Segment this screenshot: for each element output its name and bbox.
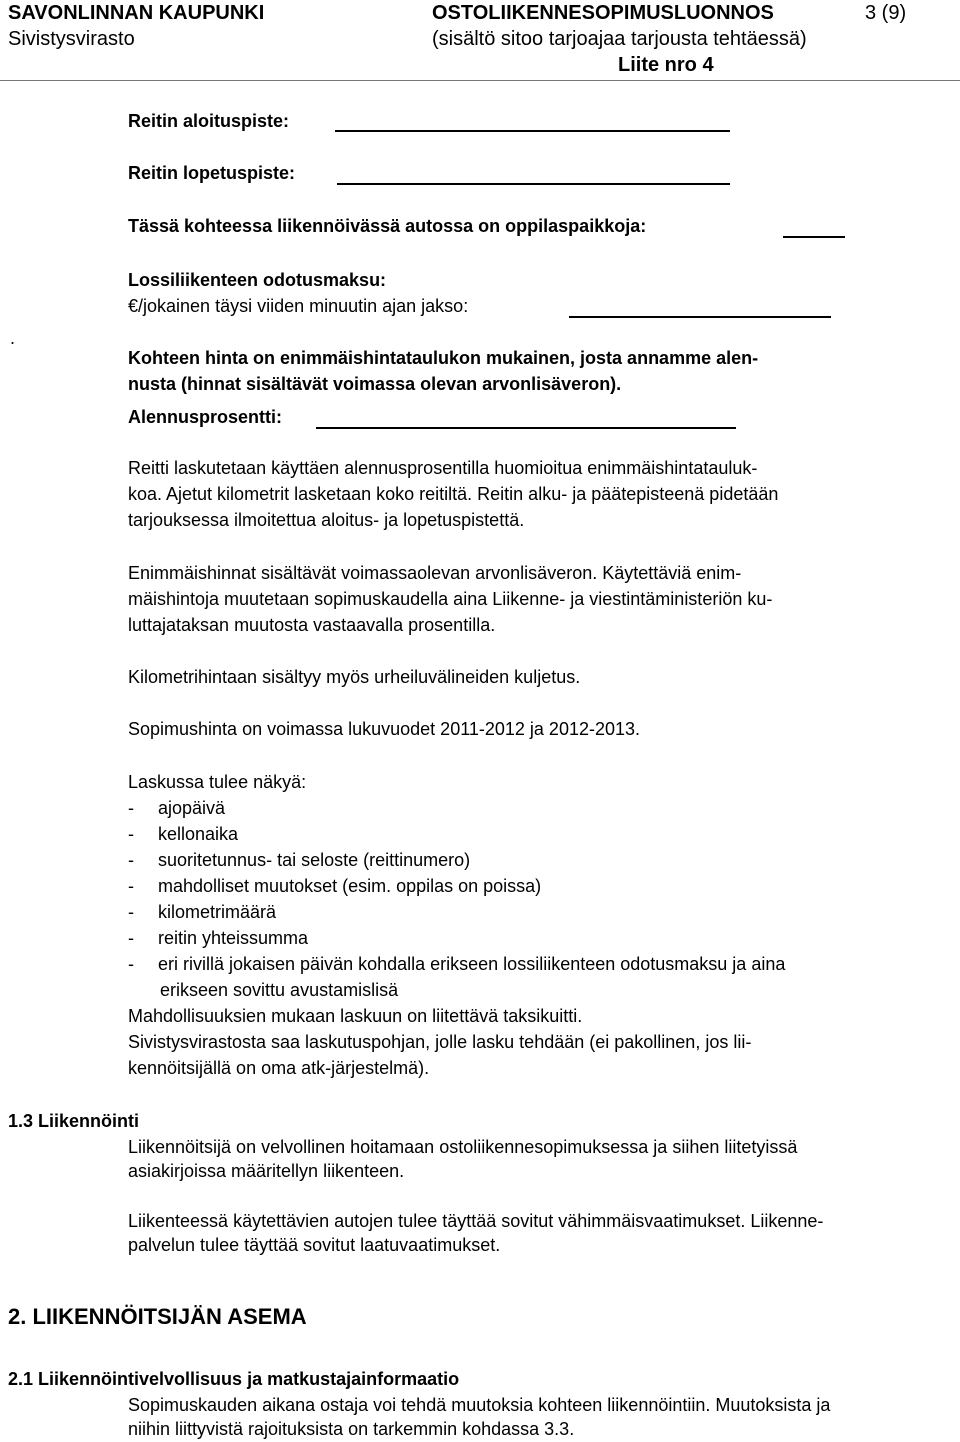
department-name: Sivistysvirasto (8, 28, 135, 50)
list-item (128, 795, 225, 821)
list-dash: - (128, 876, 134, 896)
list-item-text: reitin yhteissumma (158, 928, 309, 948)
page-number: 3 (9) (865, 2, 907, 24)
max-price-text-line2: mäishintoja muutetaan sopimuskaudella aina Liikenne- ja viestintäministeriön ku- (128, 589, 773, 609)
list-dash: - (128, 902, 134, 922)
vehicle-text-line2: palvelun tulee täyttää sovitut laatuvaatimukset. (128, 1235, 501, 1255)
seats-label: Tässä kohteessa liikennöivässä autossa on oppilaspaikkoja: (128, 216, 647, 236)
section-1-3-heading: 1.3 Liikennöinti (8, 1111, 140, 1131)
changes-text-line2: niihin liittyvistä rajoituksista on tarkemmin kohdassa 3.3. (128, 1419, 575, 1439)
stray-dot: . (10, 328, 16, 348)
contract-period-text: Sopimushinta on voimassa lukuvuodet 2011-2012 ja 2012-2013. (128, 719, 641, 739)
list-dash: - (128, 798, 134, 818)
list-item (128, 951, 785, 977)
discount-label: Alennusprosentti: (128, 407, 283, 427)
billing-text-line1: Reitti laskutetaan käyttäen alennusprosentilla huomioitua enimmäishintatauluk- (128, 458, 758, 478)
discount-field[interactable] (316, 427, 736, 429)
attachment-label: Liite nro 4 (618, 54, 714, 76)
traffic-text-line1: Liikennöitsijä on velvollinen hoitamaan ostoliikennesopimuksessa ja siihen liitetyissä (128, 1137, 798, 1157)
list-dash: - (128, 850, 134, 870)
seats-field[interactable] (783, 236, 845, 238)
org-name: SAVONLINNAN KAUPUNKI (8, 2, 265, 24)
taxi-receipt-text: Mahdollisuuksien mukaan laskuun on liitettävä taksikuitti. (128, 1006, 583, 1026)
list-dash: - (128, 954, 134, 974)
list-item-text: kellonaika (158, 824, 239, 844)
header-rule (0, 80, 960, 81)
equipment-text: Kilometrihintaan sisältyy myös urheiluvälineiden kuljetus. (128, 667, 581, 687)
list-item-text: eri rivillä jokaisen päivän kohdalla erikseen lossiliikenteen odotusmaksu ja aina (158, 954, 786, 974)
price-text-line2: nusta (hinnat sisältävät voimassa olevan arvonlisäveron). (128, 374, 622, 394)
start-point-field[interactable] (335, 130, 730, 132)
ferry-rate-label: €/jokainen täysi viiden minuutin ajan jakso: (128, 296, 469, 316)
list-item (128, 847, 470, 873)
invoice-intro: Laskussa tulee näkyä: (128, 772, 307, 792)
invoice-template-text-line1: Sivistysvirastosta saa laskutuspohjan, jolle lasku tehdään (ei pakollinen, jos lii- (128, 1032, 752, 1052)
billing-text-line3: tarjouksessa ilmoitettua aloitus- ja lopetuspistettä. (128, 510, 525, 530)
end-point-field[interactable] (337, 183, 730, 185)
list-item-text: ajopäivä (158, 798, 226, 818)
list-dash: - (128, 824, 134, 844)
list-item (128, 821, 238, 847)
list-item (128, 925, 308, 951)
invoice-template-text-line2: kennöitsijällä on oma atk-järjestelmä). (128, 1058, 430, 1078)
end-point-label: Reitin lopetuspiste: (128, 163, 296, 183)
vehicle-text-line1: Liikenteessä käytettävien autojen tulee täyttää sovitut vähimmäisvaatimukset. Liikenne- (128, 1211, 824, 1231)
price-text-line1: Kohteen hinta on enimmäishintataulukon mukainen, josta annamme alen- (128, 348, 759, 368)
list-item (128, 873, 541, 899)
start-point-label: Reitin aloituspiste: (128, 111, 290, 131)
list-dash: - (128, 928, 134, 948)
ferry-rate-field[interactable] (569, 316, 831, 318)
changes-text-line1: Sopimuskauden aikana ostaja voi tehdä muutoksia kohteen liikennöintiin. Muutoksista ja (128, 1395, 831, 1415)
traffic-text-line2: asiakirjoissa määritellyn liikenteen. (128, 1161, 405, 1181)
list-item-text: kilometrimäärä (158, 902, 277, 922)
max-price-text-line1: Enimmäishinnat sisältävät voimassaolevan arvonlisäveron. Käytettäviä enim- (128, 563, 742, 583)
section-2-1-heading: 2.1 Liikennöintivelvollisuus ja matkustajainformaatio (8, 1369, 460, 1389)
section-2-heading: 2. LIIKENNÖITSIJÄN ASEMA (8, 1304, 307, 1329)
list-item-text: mahdolliset muutokset (esim. oppilas on poissa) (158, 876, 542, 896)
list-item-continuation: erikseen sovittu avustamislisä (160, 980, 399, 1000)
max-price-text-line3: luttajataksan muutosta vastaavalla prosentilla. (128, 615, 496, 635)
list-item (128, 899, 276, 925)
ferry-fee-label: Lossiliikenteen odotusmaksu: (128, 270, 387, 290)
list-item-text: suoritetunnus- tai seloste (reittinumero) (158, 850, 471, 870)
billing-text-line2: koa. Ajetut kilometrit lasketaan koko reitiltä. Reitin alku- ja päätepisteenä pidetään (128, 484, 779, 504)
document-title: OSTOLIIKENNESOPIMUSLUONNOS (432, 2, 774, 24)
document-subtitle: (sisältö sitoo tarjoajaa tarjousta tehtäessä) (432, 28, 807, 50)
